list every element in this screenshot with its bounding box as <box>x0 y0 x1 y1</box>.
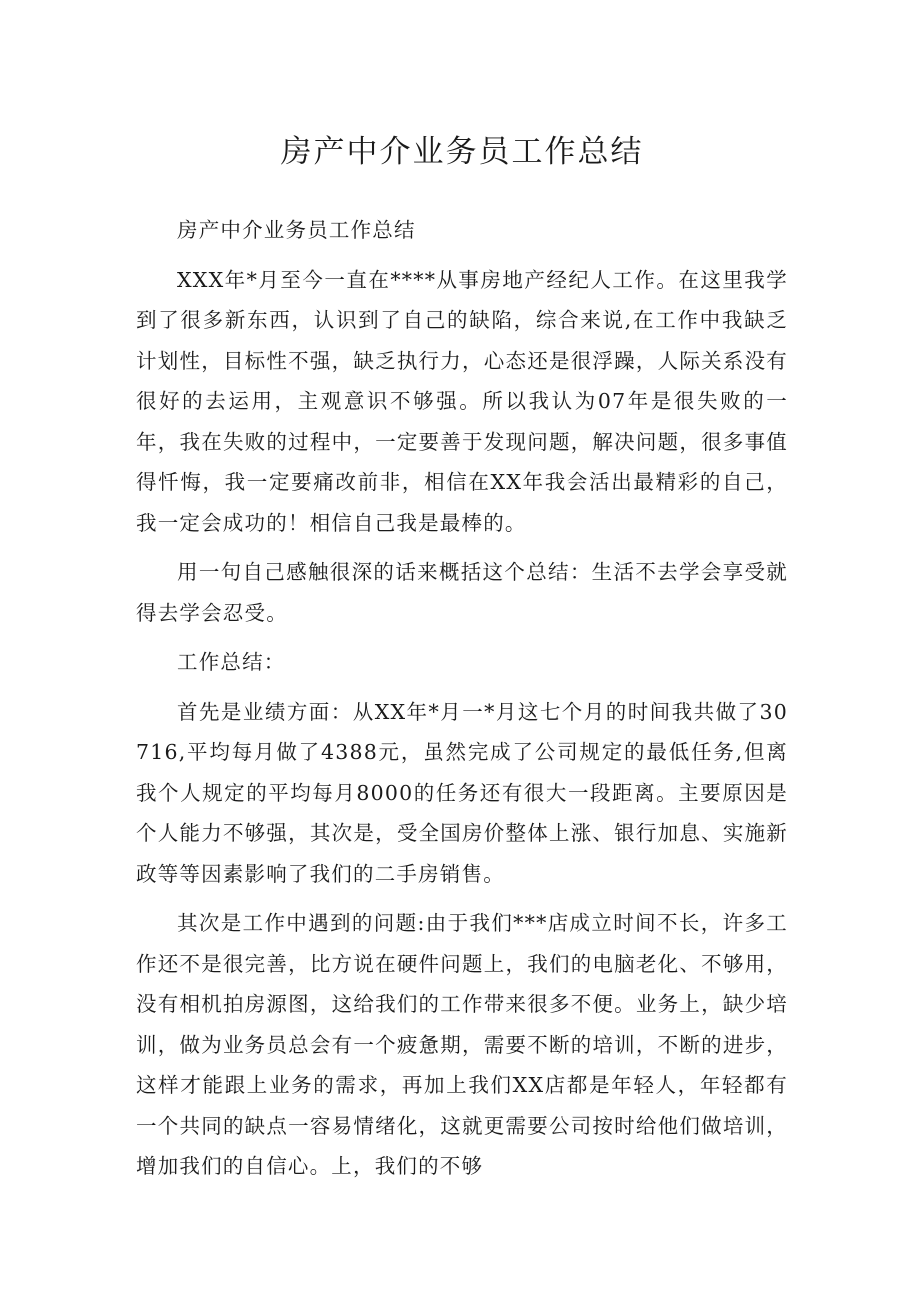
document-page <box>136 124 788 1196</box>
paragraph-work-summary-heading: 工作总结： <box>177 650 286 674</box>
paragraph-problems: 其次是工作中遇到的问题:由于我们***店成立时间不长，许多工作还不是很完善，比方说在硬件问题上，我们的电脑老化、不够用，没有相机拍房源图，这给我们的工作带来很多不便。业务上，缺少培训，做为业务员总会有一个疲惫期，需要不断的培训，不断的进步，这样才能跟上业务的需求，再加上我们XX店都是年轻人，年轻都有一个共同的缺点一容易情绪化，这就更需要公司按时给他们做培训，增加我们的自信心。上，我们的不够 <box>136 911 788 1178</box>
paragraph-performance: 首先是业绩方面：从XX年*月一*月这七个月的时间我共做了30716,平均每月做了4388元，虽然完成了公司规定的最低任务,但离我个人规定的平均每月8000的任务还有很大一段距离。主要原因是个人能力不够强，其次是，受全国房价整体上涨、银行加息、实施新政等等因素影响了我们的二手房销售。 <box>136 699 788 886</box>
paragraph-intro: XXX年*月至今一直在****从事房地产经纪人工作。在这里我学到了很多新东西，认识到了自己的缺陷，综合来说,在工作中我缺乏计划性，目标性不强，缺乏执行力，心态还是很浮躁，人际关系没有很好的去运用，主观意识不够强。所以我认为07年是很失败的一年，我在失败的过程中，一定要善于发现问题，解决问题，很多事值得忏悔，我一定要痛改前非，相信在XX年我会活出最精彩的自己，我一定会成功的！相信自己我是最棒的。 <box>136 267 788 535</box>
paragraph-motto: 用一句自己感触很深的话来概括这个总结：生活不去学会享受就得去学会忍受。 <box>136 560 788 625</box>
document-subtitle: 房产中介业务员工作总结 <box>177 218 416 242</box>
document-title: 房产中介业务员工作总结 <box>280 134 644 170</box>
